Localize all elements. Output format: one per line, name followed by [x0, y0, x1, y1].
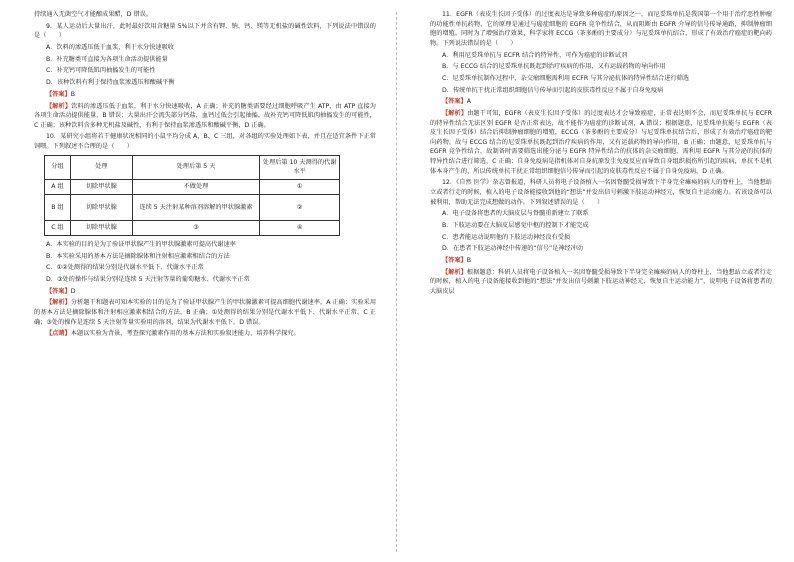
explanation-text: 根据题意：科研人员将电子设备植入一名因脊髓受损导致下半身完全瘫痪的病人的脊柱上，当他想站立或者行走的时候，植入的电子设备能接收到他的“想法”并发出信号刺激下肢运动神经元，恢复自主运动能力”，说明电子设备将患者的大脑皮层 [430, 268, 773, 296]
question-10-answer [34, 287, 376, 297]
answer-tag: 【答案】 [46, 90, 71, 98]
question-12-option-d: D．在患者下肢运动神经中传递的“信号”是神经冲动 [442, 245, 584, 253]
question-9-option-b: B．补充糖类可直接为各项生命活动提供能量 [46, 55, 168, 63]
question-11-explanation [430, 109, 772, 176]
answer-tag: 【答案】 [442, 257, 467, 265]
left-column [34, 10, 376, 341]
question-9 [34, 22, 376, 131]
explanation-tag: 【解析】 [46, 102, 72, 110]
question-11-option-b: B．与 ECCG 结合的尼妥珠单抗既起到治疗疾病的作用，又有运载药物的导向作用 [442, 63, 666, 71]
table-cell: ④ [260, 220, 340, 235]
column-divider [396, 12, 397, 552]
table-row [45, 194, 340, 220]
experiment-table [44, 155, 340, 236]
question-11-answer [430, 97, 772, 107]
question-12 [430, 178, 772, 296]
table-cell: ② [260, 194, 340, 220]
answer-value: B [70, 90, 75, 98]
question-12-stem: 12．《自然 医学》杂志曾报道，科研人员将电子设备植入一名因脊髓受损导致下半身完全瘫痪的病人的脊柱上，当他想站立或者行走的时候，植入的电子设备能接收到他的“想法”并发出信号刺激下肢运动神经元，恢复自主运动能力。若该设备可以被利用，帮助无法完成想做的动作。下列叙述错误的是（ ） [430, 179, 772, 206]
explanation-tag: 【解析】 [46, 299, 71, 307]
question-9-explanation [34, 102, 376, 131]
table-row [45, 179, 340, 194]
question-9-option-a: A．饮料的渗透压低于血浆，利于水分快速吸收 [46, 44, 174, 52]
question-12-option-c: C．患者能运动说明他的下肢运动神经没有受损 [442, 233, 571, 241]
question-11-option-c: C．尼妥珠单抗制作过程中，杂交瘤细胞需利用 ECFR 与其分泌抗体的特异性结合进行筛选 [442, 74, 690, 82]
question-11 [430, 10, 772, 176]
question-12-option-b: B．下肢运动要在大脑皮层感觉中枢的控制下才能完成 [442, 222, 589, 230]
table-cell: ① [260, 179, 340, 194]
question-9-option-c: C．补充钙可降低肌肉抽搐发生的可能性 [46, 67, 156, 75]
question-9-option-d: D．该种饮料有利于保持血浆渗透压和酸碱平衡 [46, 79, 175, 87]
table-header: 处理后第 5 天 [132, 155, 260, 179]
table-cell: A 组 [45, 179, 71, 194]
table-cell: ③ [132, 220, 260, 235]
answer-value: B [466, 257, 471, 265]
table-cell: 不做处理 [132, 179, 260, 194]
question-12-answer [430, 256, 772, 266]
note-text: 本题以实验为背景，考查探究激素作用的基本方法和实验叙述能力，培养科学探究。 [70, 330, 300, 338]
table-cell: 切除甲状腺 [70, 179, 132, 194]
question-11-option-a: A．利用尼妥珠单抗与 ECFR 结合的特异性，可作为癌症的诊断试剂 [442, 51, 628, 59]
table-cell: B 组 [45, 194, 71, 220]
paragraph-continuation: 持续通入无菌空气才能酿成果醋，D 错误。 [34, 11, 153, 18]
answer-value: D [70, 287, 76, 295]
table-cell: 连续 5 天注射某种溶剂溶解的甲状腺激素 [132, 194, 260, 220]
table-cell: 切除甲状腺 [70, 220, 132, 235]
question-11-stem: 11．EGFR（表皮生长因子受体）的过度表达是导致多种癌症的原因之一。而尼妥珠单抗是我国第一个用于治疗恶性肿瘤的功能性单抗药物，它的原理是通过与癌症细胞的 EGFR 竞争性结合，从而阻断由 EGFR 介导的信号传导通路，抑制肿瘤细胞的增殖。同时为了增强治疗效果，科学家将 ECCG（茶多酚的主要成分）与尼妥珠单抗结合，形成了有效治疗癌症的靶向药物。下列说法错误的是（ ） [430, 11, 772, 47]
note-tag: 【点睛】 [46, 330, 71, 338]
question-12-option-a: A．电子设备将患者的大脑皮层与脊髓重新建立了联系 [442, 210, 589, 218]
table-header: 处理 [70, 155, 132, 179]
question-10-note [34, 329, 376, 339]
question-10-option-d: D．③处的操作与结果分别是连续 5 天注射等量的葡萄糖水、代谢水平正常 [46, 276, 250, 283]
table-cell: 切除甲状腺 [70, 194, 132, 220]
table-header: 分组 [45, 155, 71, 179]
explanation-tag: 【解析】 [442, 110, 468, 118]
table-cell: C 组 [45, 220, 71, 235]
right-column [430, 10, 772, 299]
answer-tag: 【答案】 [442, 98, 467, 106]
question-9-answer [34, 90, 376, 100]
explanation-text: 由题干可知，EGFR（表皮生长因子受体）的过度表达才会导致癌症，正常表达则不会，而尼妥珠单抗与 ECFR 的特异性结合无法区别 EGFR 是否正常表达，故不能作为癌症的诊断试剂，A 错误；根据题意，尼妥珠单抗能与 EGFR（表皮生长因子受体）结合后抑制肿瘤细胞的增殖，ECCG（茶多酚的主要成分）与尼妥珠单抗结合后，形成了有效治疗癌症的靶向药物，故与 ECCG 结合的尼妥珠单抗既起到治疗疾病的作用，又有运载药物的导向作用，B 正确；由题意，尼妥珠单抗与 EGFR 竞争性结合，故制备时需要筛选出能分泌与 EGFR 特异性结合的抗体的杂交瘤细胞，需利用 EGFR 与其分泌的抗体的特异性结合进行筛选，C 正确；自身免疫病是指机体对自身抗原发生免疫反应而导致自身组织损伤所引起的疾病，单抗不是机体本身产生的，所以传统单抗干扰正常组织细胞信号传导而引起的皮肤毒性反应不属于自身免疫病，D 正确。 [430, 110, 772, 175]
question-10-option-b: B．本实验采用的基本方法是摘除腺体和注射相应激素相结合的方法 [46, 252, 230, 260]
question-11-option-d: D．传统单抗干扰正常组织细胞信号传导而引起的皮肤毒性反应不属于自身免疫病 [442, 86, 664, 94]
question-9-stem: 9．某人运动后大量出汗，此时最好饮用含糖量 5%以下并含有钾、钠、钙、镁等无机盐的碱性饮料，下列说法中错误的是（ ） [34, 22, 376, 40]
question-10-stem: 10．某研究小组将若干健康状况相同的小鼠平均分成 A、B、C 三组，对各组的实验处理如下表，并且在适宜条件下正常饲喂。下列叙述不合理的是（ ） [34, 133, 376, 151]
explanation-tag: 【解析】 [442, 268, 467, 276]
question-10-explanation [34, 298, 376, 327]
explanation-text: 分析题干和题表可知本实验的目的是为了验证甲状腺产生的甲状腺激素可提高细胞代谢速率，A 正确；实验采用的基本方法是摘除腺体和注射相应激素相结合的方法，B 正确；①处测得的结果分别是代谢水平低下、代谢水平正常，C 正确；③处的操作是连续 5 天注射等量实验用的溶剂，结果为代谢水平低下，D 错误。 [34, 299, 377, 326]
question-10-option-a: A．本实验的目的是为了验证甲状腺产生的甲状腺激素可提高代谢速率 [46, 240, 236, 248]
table-row [45, 220, 340, 235]
explanation-text: 饮料的渗透压低于血浆，利于水分快速吸收，A 正确；补充的糖类需要经过细胞呼吸产生 ATP，由 ATP 直接为各项生命活动提供能量，B 错误；大量出汗会流失部分钙盐，血钙过低会引起抽搐，故补充钙可降低肌肉抽搐发生的可能性，C 正确；该种饮料含多种无机盐及碱性，有利于保持血浆渗透压和酸碱平衡，D 正确。 [34, 102, 376, 129]
answer-tag: 【答案】 [46, 287, 71, 295]
question-10 [34, 132, 376, 338]
question-12-explanation [430, 268, 772, 297]
answer-value: A [466, 98, 471, 106]
question-10-option-c: C．①②处测得的结果分别是代谢水平低下、代谢水平正常 [46, 264, 204, 272]
table-header: 处理后第 10 天测得的代谢水平 [260, 155, 340, 179]
table-header-row [45, 155, 340, 179]
